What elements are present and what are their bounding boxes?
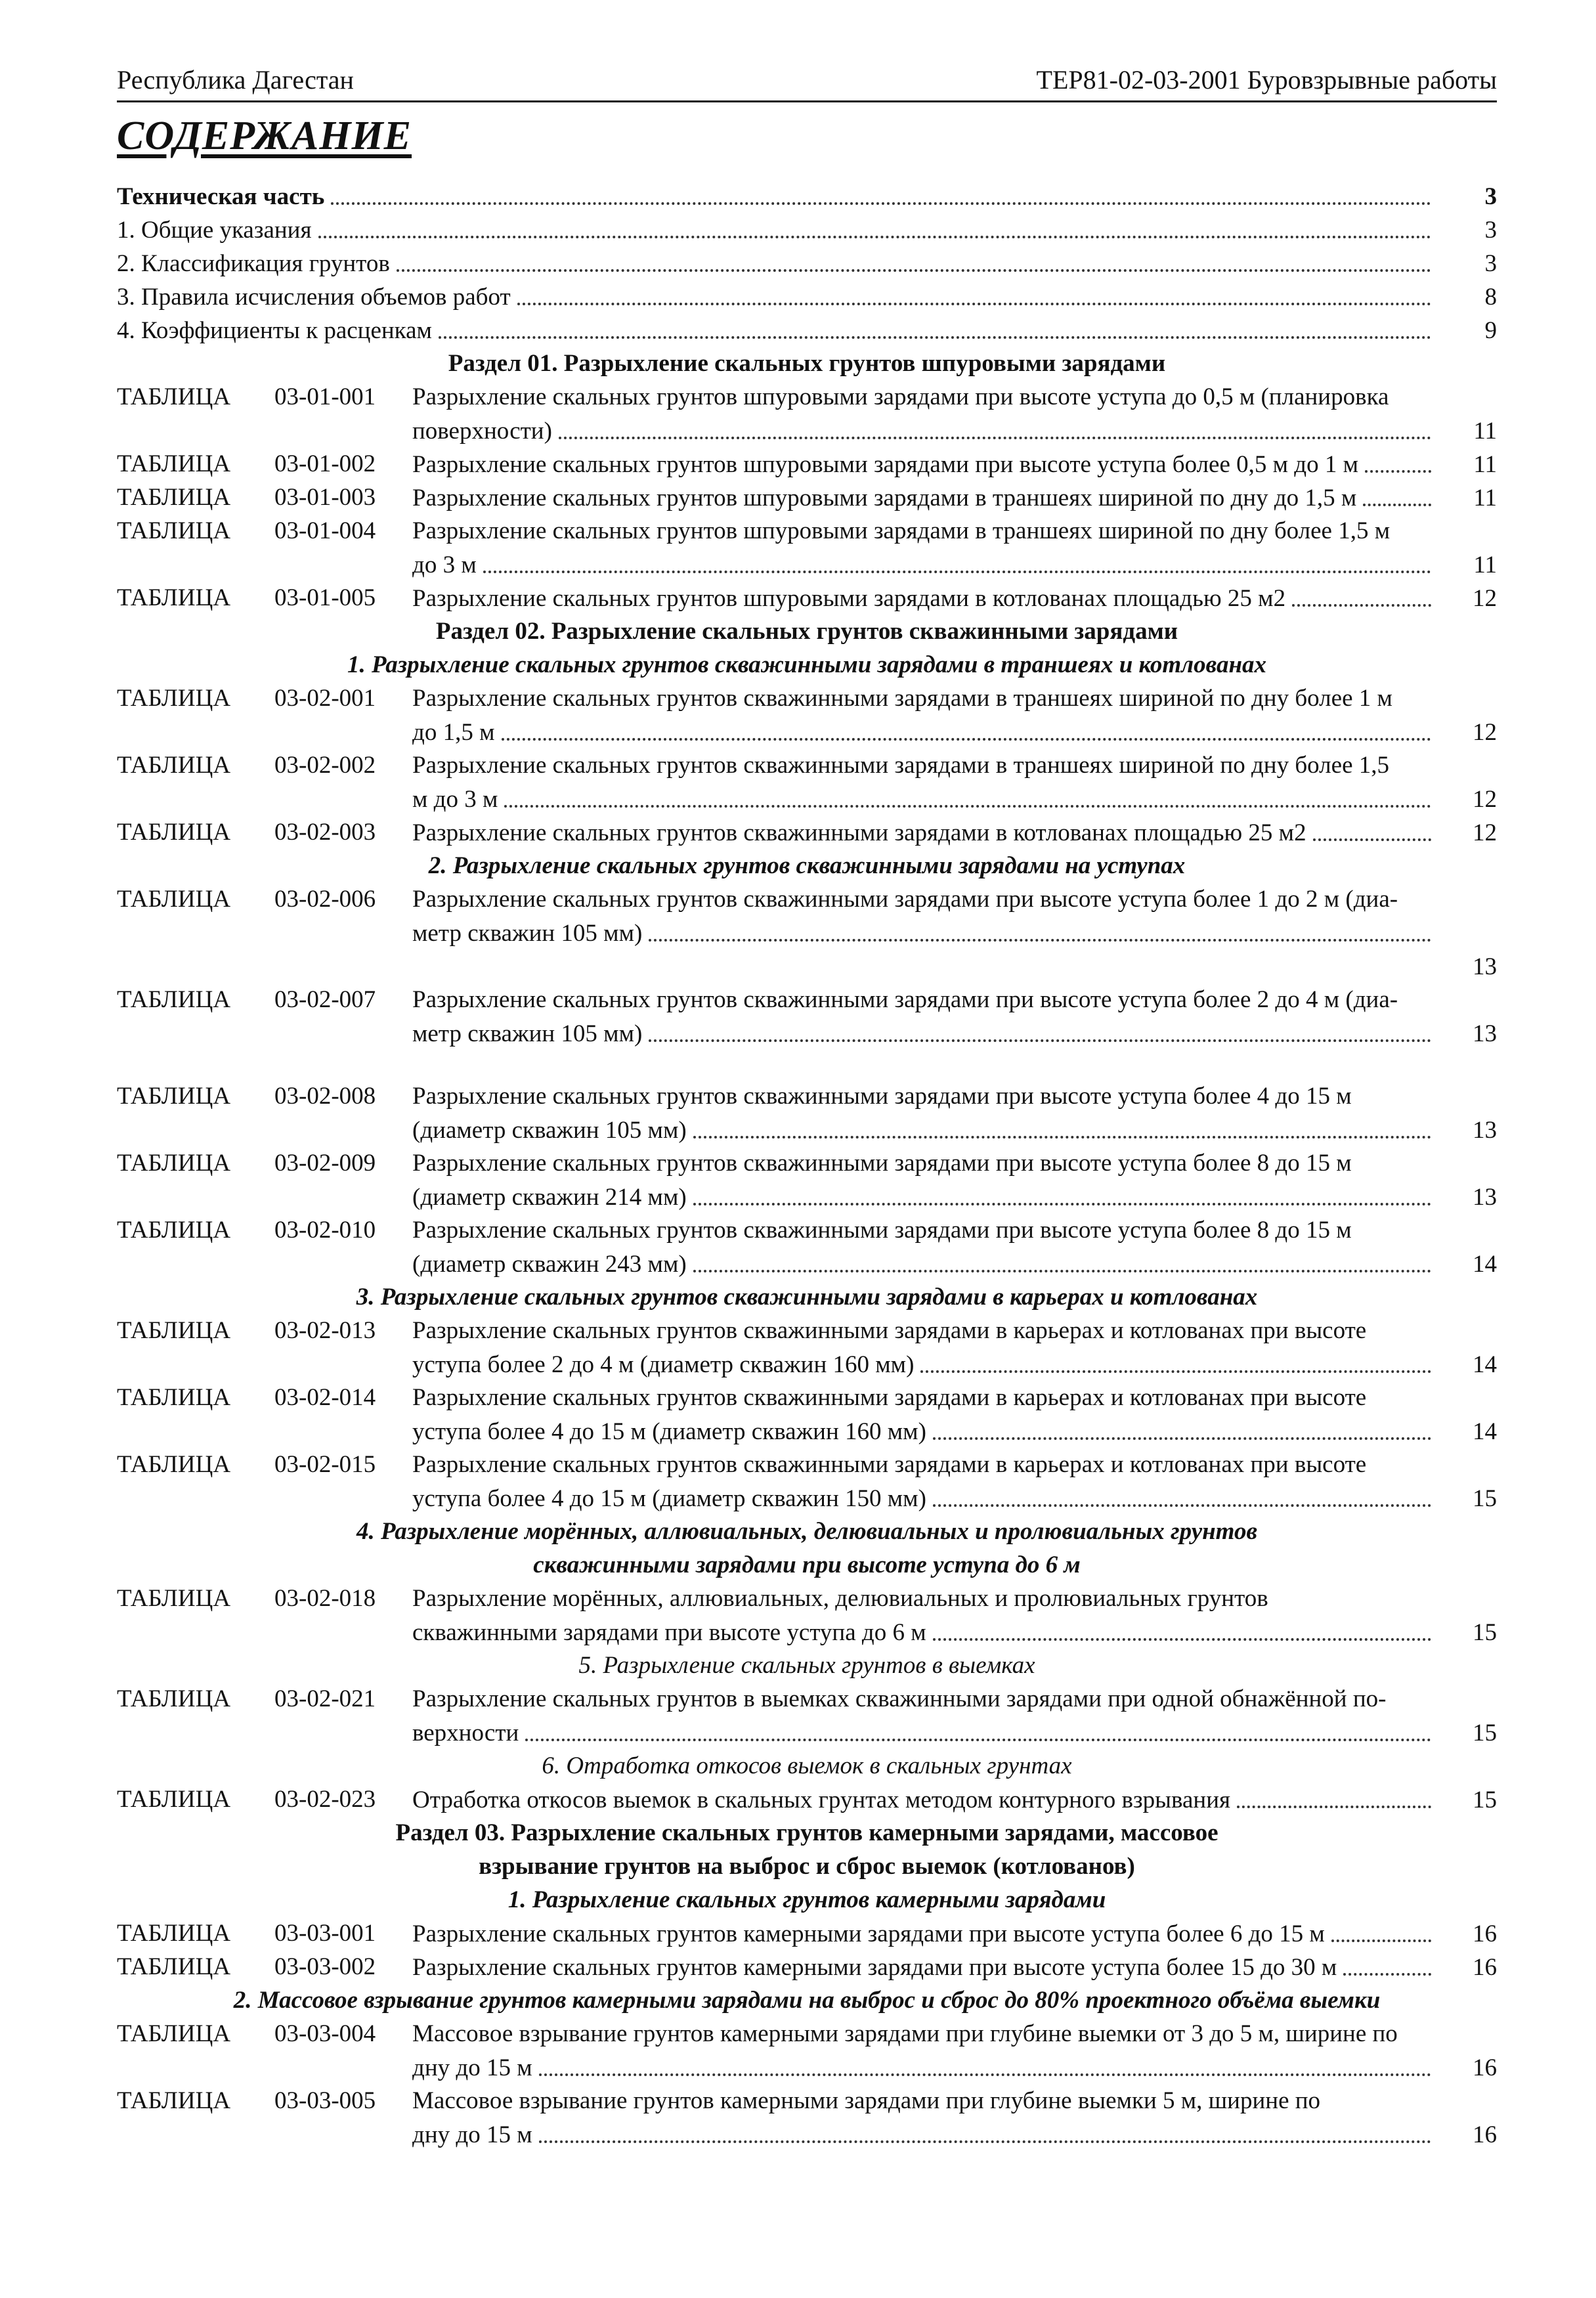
entry-body [412,1214,1497,1281]
entry-page-number: 16 [1473,1920,1497,1947]
toc-item-text: 1. Общие указания [117,217,312,244]
toc-item-text: 3. Правила исчисления объемов работ [117,284,511,311]
section-heading: Раздел 01. Разрыхление скальных грунтов шпуровыми зарядами [448,350,1166,377]
entry-body [412,582,1497,615]
subsection-heading: 1. Разрыхление скальных грунтов скважинными зарядами в траншеях и котлованах [347,651,1266,678]
toc-item[interactable] [117,213,1497,247]
dot-leader [525,1739,1431,1741]
header-region: Республика Дагестан [117,65,354,95]
table-entry[interactable] [117,1582,1497,1649]
entry-description-last [412,783,1497,816]
entry-page-number: 13 [1473,1117,1497,1144]
dot-leader [933,1437,1431,1440]
entry-description-line: верхности [412,1720,519,1746]
entry-page-number: 12 [1473,719,1497,746]
entry-body [412,1147,1497,1214]
entry-description-last [412,2118,1497,2152]
toc-item[interactable] [117,314,1497,347]
entry-description-last [412,1716,1497,1750]
entry-page-number: 13 [1473,1020,1497,1047]
entry-description-line: Разрыхление скальных грунтов камерными зарядами при высоте уступа более 6 до 15 м [412,1920,1325,1947]
entry-description-line: Разрыхление морённых, аллювиальных, делювиальных и пролювиальных грунтов [412,1585,1268,1612]
dot-leader [933,1504,1431,1507]
entry-code: 03-02-002 [274,752,376,779]
toc-item-text: 4. Коэффициенты к расценкам [117,317,432,344]
entry-description-line: уступа более 4 до 15 м (диаметр скважин 150 мм) [412,1485,926,1512]
entry-description-last [412,1917,1497,1951]
entry-description-last [412,414,1497,448]
entry-page-number: 11 [1473,552,1497,578]
dot-leader [1331,1940,1431,1942]
subsection-heading-cont: скважинными зарядами при высоте уступа до 6 м [533,1551,1081,1578]
dot-leader [693,1270,1431,1272]
entry-label: ТАБЛИЦА [117,886,231,913]
entry-description-last [412,816,1497,850]
entry-code: 03-02-003 [274,819,376,846]
dot-leader [318,236,1431,238]
entry-body [412,1314,1497,1381]
entry-description-line: уступа более 4 до 15 м (диаметр скважин 160 мм) [412,1418,926,1445]
entry-body [412,749,1497,816]
entry-body [412,682,1497,749]
entry-label: ТАБЛИЦА [117,1786,231,1813]
entry-description-line: Разрыхление скальных грунтов шпуровыми зарядами в траншеях шириной по дну до 1,5 м [412,485,1357,511]
entry-description-line: Разрыхление скальных грунтов в выемках скважинными зарядами при одной обнажённой по- [412,1685,1387,1712]
dot-leader [1237,1806,1431,1808]
entry-page-number: 14 [1473,1251,1497,1278]
entry-code: 03-02-014 [274,1384,376,1411]
dot-leader [1313,838,1431,841]
entry-description-last [412,1348,1497,1381]
table-entry[interactable] [117,1917,1497,1951]
entry-description-last [412,1114,1497,1147]
dot-leader [439,336,1431,339]
table-entry[interactable] [117,1080,1497,1147]
table-entry[interactable] [117,2018,1497,2085]
table-entry[interactable] [117,1683,1497,1750]
entry-page-row [412,950,1497,984]
subsection-heading: 4. Разрыхление морённых, аллювиальных, делювиальных и пролювиальных грунтов [356,1518,1257,1545]
entry-description-line: метр скважин 105 мм) [412,1020,643,1047]
entry-description-line: м до 3 м [412,786,498,813]
entry-code: 03-02-007 [274,986,376,1013]
entry-description-line: Разрыхление скальных грунтов скважинными зарядами при высоте уступа более 4 до 15 м [412,1083,1352,1110]
entry-body [412,448,1497,481]
entry-description-line: (диаметр скважин 214 мм) [412,1184,687,1211]
entry-label: ТАБЛИЦА [117,1217,231,1244]
entry-label: ТАБЛИЦА [117,450,231,477]
entry-label: ТАБЛИЦА [117,1953,231,1980]
table-entry[interactable] [117,2085,1497,2152]
entry-page-number: 11 [1473,418,1497,444]
header-document-code: ТЕР81-02-03-2001 Буровзрывные работы [1036,65,1497,95]
toc-page-number: 3 [1484,183,1497,210]
entry-label: ТАБЛИЦА [117,2020,231,2047]
entry-code: 03-02-001 [274,685,376,712]
dot-leader [1292,604,1431,607]
entry-code: 03-02-023 [274,1786,376,1813]
entry-description-last [412,1951,1497,1984]
dot-leader [920,1370,1431,1373]
entry-body [412,515,1497,582]
table-entry[interactable] [117,1147,1497,1214]
entry-description-last [412,1247,1497,1281]
entry-description-last [412,2051,1497,2085]
entry-body [412,481,1497,515]
toc-page-number: 3 [1484,250,1497,277]
vertical-gap [117,1051,1497,1080]
entry-description-line: Разрыхление скальных грунтов камерными зарядами при высоте уступа более 15 до 30 м [412,1954,1337,1981]
entry-description-line: поверхности) [412,418,552,444]
dot-leader [539,2073,1431,2076]
entry-description-line: до 1,5 м [412,719,495,746]
page-title: СОДЕРЖАНИЕ [117,114,412,158]
entry-label: ТАБЛИЦА [117,383,231,410]
entry-page-number: 12 [1473,786,1497,813]
entry-label: ТАБЛИЦА [117,1585,231,1612]
entry-page-number: 12 [1473,819,1497,846]
entry-description-line: до 3 м [412,552,477,578]
entry-code: 03-02-021 [274,1685,376,1712]
section-heading: Раздел 02. Разрыхление скальных грунтов скважинными зарядами [435,618,1178,645]
entry-label: ТАБЛИЦА [117,584,231,611]
entry-description-last [412,716,1497,749]
dot-leader [331,202,1431,205]
entry-label: ТАБЛИЦА [117,1384,231,1411]
entry-page-number: 16 [1473,2054,1497,2081]
table-entry[interactable] [117,749,1497,816]
entry-description-last [412,448,1497,481]
entry-label: ТАБЛИЦА [117,1685,231,1712]
subsection-heading: 2. Массовое взрывание грунтов камерными зарядами на выброс и сброс до 80% проектного объёма выемки [233,1987,1381,2014]
entry-description-line: Разрыхление скальных грунтов скважинными зарядами в карьерах и котлованах при высоте [412,1317,1367,1344]
table-entry[interactable] [117,481,1497,515]
entry-description-line: Разрыхление скальных грунтов шпуровыми зарядами при высоте уступа до 0,5 м (планировка [412,383,1389,410]
toc-item[interactable] [117,247,1497,280]
entry-body [412,2085,1497,2152]
entry-description-line: Разрыхление скальных грунтов шпуровыми зарядами в котлованах площадью 25 м2 [412,585,1286,612]
table-entry[interactable] [117,448,1497,481]
table-entry[interactable] [117,1314,1497,1381]
entry-description-last [412,1017,1497,1051]
entry-code: 03-02-010 [274,1217,376,1244]
entry-description-line: Разрыхление скальных грунтов скважинными зарядами при высоте уступа более 8 до 15 м [412,1150,1352,1177]
entry-code: 03-03-002 [274,1953,376,1980]
entry-label: ТАБЛИЦА [117,986,231,1013]
dot-leader [693,1136,1431,1138]
table-of-contents [117,180,1497,2152]
entry-body [412,1582,1497,1649]
entry-code: 03-02-006 [274,886,376,913]
table-entry[interactable] [117,883,1497,984]
entry-code: 03-02-015 [274,1451,376,1478]
dot-leader [649,1039,1431,1042]
entry-description-last [412,1482,1497,1515]
entry-code: 03-01-004 [274,517,376,544]
table-entry[interactable] [117,1951,1497,1984]
entry-description-line: Массовое взрывание грунтов камерными зарядами при глубине выемки от 3 до 5 м, ширине по [412,2020,1398,2047]
entry-page-number: 13 [1473,1184,1497,1211]
entry-page-number: 12 [1473,585,1497,612]
dot-leader [397,269,1431,272]
entry-body [412,984,1497,1051]
dot-leader [539,2140,1431,2143]
table-entry[interactable] [117,381,1497,448]
entry-body [412,1917,1497,1951]
entry-description-line: Разрыхление скальных грунтов скважинными зарядами при высоте уступа более 1 до 2 м (диа- [412,886,1398,913]
entry-description-last [412,917,1497,950]
table-entry[interactable] [117,1214,1497,1281]
entry-page-number: 13 [1473,953,1497,980]
entry-body [412,1381,1497,1448]
entry-page-number: 16 [1473,2121,1497,2148]
table-entry[interactable] [117,984,1497,1051]
dot-leader [1343,1973,1431,1976]
section-heading: Раздел 03. Разрыхление скальных грунтов камерными зарядами, массовое [395,1819,1219,1846]
entry-label: ТАБЛИЦА [117,752,231,779]
entry-code: 03-02-008 [274,1083,376,1110]
entry-description-line: Разрыхление скальных грунтов скважинными зарядами в котлованах площадью 25 м2 [412,819,1306,846]
entry-label: ТАБЛИЦА [117,819,231,846]
entry-description-last [412,1415,1497,1448]
entry-body [412,1683,1497,1750]
entry-description-line: дну до 15 м [412,2054,532,2081]
entry-label: ТАБЛИЦА [117,1920,231,1947]
dot-leader [517,303,1431,305]
entry-page-number: 15 [1473,1787,1497,1813]
entry-description-line: Разрыхление скальных грунтов скважинными зарядами при высоте уступа более 2 до 4 м (диа- [412,986,1398,1013]
entry-body [412,2018,1497,2085]
entry-description-last [412,548,1497,582]
entry-label: ТАБЛИЦА [117,1083,231,1110]
entry-description-last [412,582,1497,615]
entry-body [412,1783,1497,1817]
entry-description-line: Разрыхление скальных грунтов скважинными зарядами в траншеях шириной по дну более 1 м [412,685,1392,712]
entry-description-last [412,1181,1497,1214]
entry-body [412,1448,1497,1515]
dot-leader [933,1638,1431,1641]
entry-page-number: 14 [1473,1418,1497,1445]
dot-leader [649,939,1431,942]
entry-body [412,883,1497,984]
table-entry[interactable] [117,1448,1497,1515]
entry-description-line: (диаметр скважин 105 мм) [412,1117,687,1144]
entry-page-number: 15 [1473,1619,1497,1646]
entry-description-last [412,1616,1497,1649]
entry-description-line: Отработка откосов выемок в скальных грунтах методом контурного взрывания [412,1787,1231,1813]
table-entry[interactable] [117,1381,1497,1448]
entry-body [412,1951,1497,1984]
entry-label: ТАБЛИЦА [117,1317,231,1344]
entry-description-last [412,481,1497,515]
entry-description-line: метр скважин 105 мм) [412,920,643,947]
section-heading-cont: взрывание грунтов на выброс и сброс выемок (котлованов) [479,1853,1135,1880]
dot-leader [504,805,1431,808]
entry-label: ТАБЛИЦА [117,1150,231,1177]
entry-label: ТАБЛИЦА [117,484,231,511]
dot-leader [1365,470,1431,473]
subsection-heading: 1. Разрыхление скальных грунтов камерными зарядами [507,1886,1106,1913]
entry-description-line: (диаметр скважин 243 мм) [412,1251,687,1278]
entry-description-line: Разрыхление скальных грунтов шпуровыми зарядами в траншеях шириной по дну более 1,5 м [412,517,1391,544]
entry-label: ТАБЛИЦА [117,2087,231,2114]
table-entry[interactable] [117,1783,1497,1817]
entry-description-line: Разрыхление скальных грунтов скважинными зарядами при высоте уступа более 8 до 15 м [412,1217,1352,1244]
table-entry[interactable] [117,682,1497,749]
entry-code: 03-03-004 [274,2020,376,2047]
table-entry[interactable] [117,515,1497,582]
entry-body [412,816,1497,850]
entry-description-line: Разрыхление скальных грунтов скважинными зарядами в карьерах и котлованах при высоте [412,1384,1367,1411]
entry-code: 03-01-005 [274,584,376,611]
dot-leader [559,437,1431,439]
entry-code: 03-03-005 [274,2087,376,2114]
entry-page-number: 14 [1473,1351,1497,1378]
entry-code: 03-02-009 [274,1150,376,1177]
subsection-heading: 2. Разрыхление скальных грунтов скважинными зарядами на уступах [428,852,1186,879]
entry-label: ТАБЛИЦА [117,685,231,712]
table-entry[interactable] [117,582,1497,615]
toc-item[interactable] [117,180,1497,213]
entry-body [412,381,1497,448]
toc-item-text: Техническая часть [117,183,325,210]
dot-leader [693,1203,1431,1205]
entry-code: 03-01-002 [274,450,376,477]
entry-description-line: уступа более 2 до 4 м (диаметр скважин 160 мм) [412,1351,915,1378]
entry-page-number: 15 [1473,1720,1497,1746]
entry-label: ТАБЛИЦА [117,1451,231,1478]
entry-code: 03-02-018 [274,1585,376,1612]
toc-page-number: 8 [1484,284,1497,311]
entry-description-line: дну до 15 м [412,2121,532,2148]
entry-page-number: 11 [1473,485,1497,511]
toc-page-number: 9 [1484,317,1497,344]
entry-code: 03-01-001 [274,383,376,410]
page-header [117,56,1497,102]
subsection-heading: 5. Разрыхление скальных грунтов в выемках [578,1652,1035,1679]
toc-page-number: 3 [1484,217,1497,244]
entry-page-number: 11 [1473,451,1497,478]
entry-code: 03-03-001 [274,1920,376,1947]
subsection-heading: 6. Отработка откосов выемок в скальных грунтах [542,1752,1072,1779]
dot-leader [483,571,1431,573]
subsection-heading: 3. Разрыхление скальных грунтов скважинными зарядами в карьерах и котлованах [356,1284,1258,1311]
entry-body [412,1080,1497,1147]
entry-code: 03-01-003 [274,484,376,511]
toc-item-text: 2. Классификация грунтов [117,250,390,277]
entry-description-line: Разрыхление скальных грунтов скважинными зарядами в траншеях шириной по дну более 1,5 [412,752,1389,779]
dot-leader [1363,504,1431,506]
table-entry[interactable] [117,816,1497,850]
dot-leader [502,738,1432,741]
entry-page-number: 16 [1473,1954,1497,1981]
entry-page-number: 15 [1473,1485,1497,1512]
entry-description-line: Разрыхление скальных грунтов шпуровыми зарядами при высоте уступа более 0,5 м до 1 м [412,451,1359,478]
entry-description-last [412,1783,1497,1817]
entry-description-line: Разрыхление скальных грунтов скважинными зарядами в карьерах и котлованах при высоте [412,1451,1367,1478]
toc-item[interactable] [117,280,1497,314]
entry-code: 03-02-013 [274,1317,376,1344]
entry-description-line: Массовое взрывание грунтов камерными зарядами при глубине выемки 5 м, ширине по [412,2087,1321,2114]
entry-description-line: скважинными зарядами при высоте уступа до 6 м [412,1619,926,1646]
entry-label: ТАБЛИЦА [117,517,231,544]
